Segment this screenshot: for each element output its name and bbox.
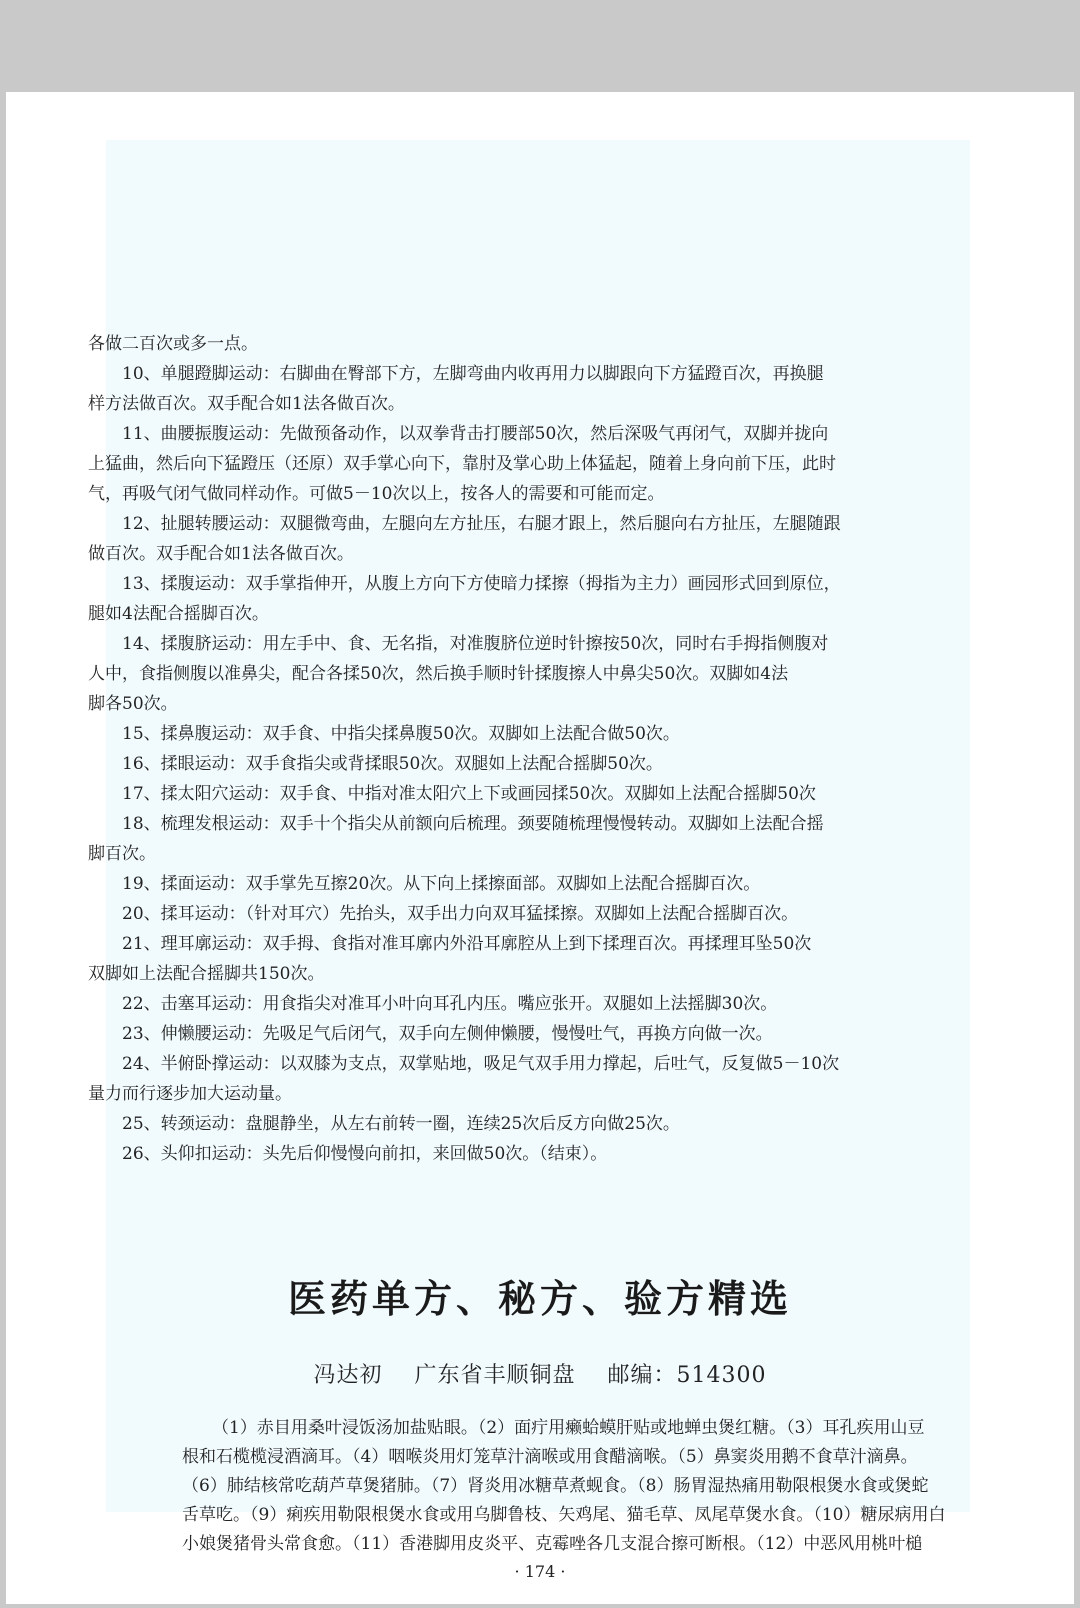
text-line: 10、单腿蹬脚运动：右脚曲在臀部下方，左脚弯曲内收再用力以脚跟向下方猛蹬百次，再换腿 xyxy=(122,364,824,384)
text-line: 25、转颈运动：盘腿静坐，从左右前转一圈，连续25次后反方向做25次。 xyxy=(122,1114,680,1134)
text-line: 22、击塞耳运动：用食指尖对准耳小叶向耳孔内压。嘴应张开。双腿如上法摇脚30次。 xyxy=(122,994,778,1014)
text-line: 26、头仰扣运动：头先后仰慢慢向前扣，来回做50次。（结束）。 xyxy=(122,1144,608,1164)
text-line: 脚百次。 xyxy=(88,844,156,864)
text-line: 19、揉面运动：双手掌先互擦20次。从下向上揉擦面部。双脚如上法配合摇脚百次。 xyxy=(122,874,761,894)
recipe-line: 小娘煲猪骨头常食愈。（11）香港脚用皮炎平、克霉唑各几支混合擦可断根。（12）中恶风用桃叶槌 xyxy=(182,1534,923,1554)
text-line: 各做二百次或多一点。 xyxy=(88,334,258,354)
text-line: 腿如4法配合摇脚百次。 xyxy=(88,604,269,624)
author-location: 广东省丰顺铜盘 xyxy=(414,1363,576,1388)
text-line: 双脚如上法配合摇脚共150次。 xyxy=(88,964,325,984)
text-line: 16、揉眼运动：双手食指尖或背揉眼50次。双腿如上法配合摇脚50次。 xyxy=(122,754,663,774)
text-line: 23、伸懒腰运动：先吸足气后闭气，双手向左侧伸懒腰，慢慢吐气，再换方向做一次。 xyxy=(122,1024,773,1044)
author-byline xyxy=(6,1358,1074,1389)
text-line: 脚各50次。 xyxy=(88,694,178,714)
recipe-line: （1）赤目用桑叶浸饭汤加盐贴眼。（2）面疔用癞蛤蟆肝贴或地蝉虫煲红糖。（3）耳孔疾用山豆 xyxy=(212,1418,925,1438)
text-line: 样方法做百次。双手配合如1法各做百次。 xyxy=(88,394,405,414)
text-line: 14、揉腹脐运动：用左手中、食、无名指，对准腹脐位逆时针擦按50次，同时右手拇指侧腹对 xyxy=(122,634,829,654)
text-line: 21、理耳廓运动：双手拇、食指对准耳廓内外沿耳廓腔从上到下揉理百次。再揉理耳坠50次 xyxy=(122,934,812,954)
text-line: 18、梳理发根运动：双手十个指尖从前额向后梳理。颈要随梳理慢慢转动。双脚如上法配合摇 xyxy=(122,814,824,834)
recipe-line: 舌草吃。（9）痢疾用勒限根煲水食或用乌脚鲁枝、矢鸡尾、猫毛草、凤尾草煲水食。（10）糖尿病用白 xyxy=(182,1505,946,1525)
page-number: · 174 · xyxy=(514,1562,566,1581)
text-line: 气，再吸气闭气做同样动作。可做5－10次以上，按各人的需要和可能而定。 xyxy=(88,484,665,504)
text-line: 17、揉太阳穴运动：双手食、中指对准太阳穴上下或画园揉50次。双脚如上法配合摇脚50次 xyxy=(122,784,816,804)
author-name: 冯达初 xyxy=(313,1363,383,1388)
text-line: 20、揉耳运动：（针对耳穴）先抬头，双手出力向双耳猛揉擦。双脚如上法配合摇脚百次。 xyxy=(122,904,799,924)
page-sheet xyxy=(6,92,1074,1604)
text-line: 15、揉鼻腹运动：双手食、中指尖揉鼻腹50次。双脚如上法配合做50次。 xyxy=(122,724,680,744)
text-line: 12、扯腿转腰运动：双腿微弯曲，左腿向左方扯压，右腿才跟上，然后腿向右方扯压，左腿随跟 xyxy=(122,514,841,534)
text-line: 24、半俯卧撑运动：以双膝为支点，双掌贴地，吸足气双手用力撑起，后吐气，反复做5－10次 xyxy=(122,1054,840,1074)
text-line: 人中，食指侧腹以准鼻尖，配合各揉50次，然后换手顺时针揉腹擦人中鼻尖50次。双脚如4法 xyxy=(88,664,789,684)
text-line: 上猛曲，然后向下猛蹬压（还原）双手掌心向下，靠肘及掌心助上体猛起，随着上身向前下压，此时 xyxy=(88,454,836,474)
postcode: 邮编：514300 xyxy=(607,1363,767,1388)
exercise-text xyxy=(88,329,968,1169)
recipe-text xyxy=(182,1414,968,1559)
text-line: 13、揉腹运动：双手掌指伸开，从腹上方向下方使暗力揉擦（拇指为主力）画园形式回到原位， xyxy=(122,574,841,594)
text-line: 做百次。双手配合如1法各做百次。 xyxy=(88,544,354,564)
recipe-line: 根和石榄榄浸酒滴耳。（4）咽喉炎用灯笼草汁滴喉或用食醋滴喉。（5）鼻窦炎用鹅不食草汁滴鼻。 xyxy=(182,1447,918,1467)
recipe-line: （6）肺结核常吃葫芦草煲猪肺。（7）肾炎用冰糖草煮蚬食。（8）肠胃湿热痛用勒限根煲水食或煲蛇 xyxy=(182,1476,929,1496)
section-title: 医药单方、秘方、验方精选 xyxy=(287,1276,792,1321)
text-line: 11、曲腰振腹运动：先做预备动作，以双拳背击打腰部50次，然后深吸气再闭气，双脚并拢向 xyxy=(122,424,829,444)
text-line: 量力而行逐步加大运动量。 xyxy=(88,1084,292,1104)
